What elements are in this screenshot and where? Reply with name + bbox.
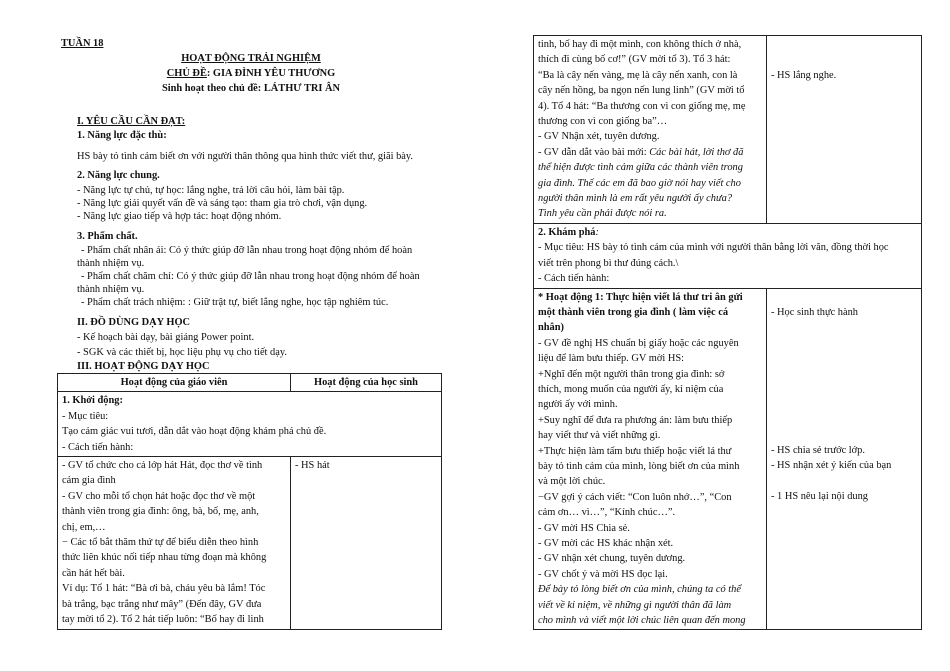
student-activity-cell xyxy=(767,288,922,630)
explore-line: - Cách tiến hành: xyxy=(538,273,610,285)
section-1-3-item: thành nhiệm vụ. xyxy=(77,258,145,269)
teacher-line: bày tỏ tình cảm của mình, lòng biết ơn của mình xyxy=(538,460,740,472)
student-line: - HS nhận xét ý kiến của bạn xyxy=(771,460,892,472)
teacher-line: tay mời tổ 2). Tổ 2 hát tiếp luôn: “Bố hay đi linh xyxy=(62,614,264,626)
activity-heading: HOẠT ĐỘNG TRẢI NGHIỆM xyxy=(181,53,321,64)
teacher-line: thương con vì con giống ba”… xyxy=(538,116,668,128)
topic-label: CHỦ ĐỀ xyxy=(166,68,207,79)
teacher-line: - GV mời các HS khác nhận xét. xyxy=(538,538,674,549)
student-line: - HS hát xyxy=(295,460,330,472)
section-2-item: - Kế hoạch bài dạy, bài giảng Power point. xyxy=(77,332,255,343)
teacher-line: và một lời chúc. xyxy=(538,476,606,488)
topic-value: : GIA ĐÌNH YÊU THƯƠNG xyxy=(206,68,336,79)
teacher-activity-cell xyxy=(534,288,767,630)
teacher-column-header: Hoạt động của giáo viên xyxy=(58,374,291,392)
section-1-3-item: thành nhiệm vụ. xyxy=(77,284,145,295)
table-row xyxy=(534,36,922,224)
lead-in-label: - GV dẫn dắt vào bài mới: xyxy=(538,146,650,158)
table-row xyxy=(534,288,922,630)
teacher-line: thành viên trong gia đình: ông, bà, bố, mẹ, anh, xyxy=(62,506,259,518)
lead-in-line xyxy=(538,145,762,160)
teacher-activity-cell xyxy=(58,457,291,629)
student-activity-cell xyxy=(291,457,442,629)
explore-title-line xyxy=(538,225,917,240)
teacher-line: - GV chốt ý và mời HS đọc lại. xyxy=(538,568,668,580)
lead-in-text: thể hiện được tình cảm giữa các thành viên trong xyxy=(538,162,743,174)
table-header-row xyxy=(58,374,442,392)
activity-table-left xyxy=(57,373,442,630)
section-2-item: - SGK và các thiết bị, học liệu phụ vụ cho tiết dạy. xyxy=(77,347,287,358)
subtitle: Sinh hoạt theo chủ đề: LÁTHƯ TRI ÂN xyxy=(161,83,341,94)
section-1-1-heading: 1. Năng lực đặc thù: xyxy=(77,130,167,141)
warmup-line: - Mục tiêu: xyxy=(62,410,109,422)
section-1-3-heading: 3. Phẩm chất. xyxy=(77,231,138,242)
summary-text: Để bày tỏ lòng biết ơn của mình, chúng ta có thể xyxy=(538,584,741,596)
warmup-cell xyxy=(58,392,442,457)
teacher-line: thức liên khúc nối tiếp nhau từng đoạn mà không xyxy=(62,552,267,564)
activity-1-title: nhân) xyxy=(538,322,564,334)
student-line: - 1 HS nêu lại nội dung xyxy=(771,490,868,502)
summary-text: viết về kỉ niệm, về những gì người thân đã làm xyxy=(538,599,732,611)
teacher-line: − Các tổ bắt thăm thứ tự để biểu diễn theo hình xyxy=(62,537,259,549)
table-row xyxy=(58,457,442,629)
section-1-3-item: - Phẩm chất nhân ái: Có ý thức giúp đỡ lẫn nhau trong hoạt động nhóm để hoàn xyxy=(81,245,413,256)
teacher-line: cần hát hết bài. xyxy=(62,567,125,579)
section-1-2-item: - Năng lực giải quyết vấn đề và sáng tạo: tham gia trò chơi, vận dụng. xyxy=(77,198,368,209)
teacher-line: bà trắng, bạc trắng như mây” (Đến đây, GV đưa xyxy=(62,598,262,610)
explore-cell xyxy=(534,223,922,288)
warmup-line: Tạo cảm giác vui tươi, dẫn dắt vào hoạt động khám phá chủ đề. xyxy=(62,426,327,438)
activity-1-title: một thành viên trong gia đình ( làm việc cá xyxy=(538,306,729,318)
explore-line: viết trên phong bì thư đúng cách.\ xyxy=(538,257,679,269)
teacher-line: tinh, bố hay đi một mình, con không thích ở nhà, xyxy=(538,39,742,50)
teacher-line: −GV gợi ý cách viết: “Con luôn nhớ…”, “Con xyxy=(538,491,732,503)
table-row xyxy=(534,223,922,288)
teacher-line: chị, em,… xyxy=(62,521,106,533)
topic-line xyxy=(57,67,445,80)
teacher-line: - GV đề nghị HS chuẩn bị giấy hoặc các nguyên xyxy=(538,337,739,349)
teacher-line: - GV mời HS Chia sẻ. xyxy=(538,522,630,534)
teacher-line: hay viết thư và viết những gì. xyxy=(538,430,661,442)
section-1-3-item: - Phẩm chất trách nhiệm: : Giữ trật tự, biết lắng nghe, học tập nghiêm túc. xyxy=(81,297,389,308)
student-activity-cell xyxy=(767,36,922,224)
teacher-activity-cell xyxy=(534,36,767,224)
lead-in-text: người thân mình là em rất yêu người ấy chưa? xyxy=(538,193,733,205)
teacher-line: người ấy với mình. xyxy=(538,399,618,411)
section-3-heading: III. HOẠT ĐỘNG DẠY HỌC xyxy=(77,361,210,372)
lead-in-text: Các bài hát, lời thơ đã xyxy=(649,146,744,158)
table-row xyxy=(58,392,442,457)
teacher-line: “Ba là cây nến vàng, mẹ là cây nến xanh, con là xyxy=(538,69,738,81)
lead-in-text: Tình yêu cần phải được nói ra. xyxy=(538,208,667,220)
teacher-line: +Nghĩ đến một người thân trong gia đình: sở xyxy=(538,368,725,380)
section-1-2-item: - Năng lực tự chủ, tự học: lắng nghe, trả lời câu hỏi, làm bài tập. xyxy=(77,185,345,196)
activity-1-title: * Hoạt động 1: Thực hiện viết lá thư tri ân gửi xyxy=(538,291,743,303)
summary-text: cho mình và viết một lời chúc liên quan đến mong xyxy=(538,615,746,627)
explore-line: - Mục tiêu: HS bày tỏ tình cảm của mình với người thân bằng lời văn, đồng thời học xyxy=(538,242,889,254)
warmup-title: 1. Khởi động: xyxy=(62,395,123,407)
teacher-line: thích, mong muốn của người ấy, kỉ niệm của xyxy=(538,383,724,395)
section-1-2-heading: 2. Năng lực chung. xyxy=(77,170,160,181)
teacher-line: liệu để làm bưu thiếp. GV mời HS: xyxy=(538,353,685,365)
section-1-heading: I. YÊU CẦU CẦN ĐẠT: xyxy=(77,116,186,127)
teacher-line: +Thực hiện làm tấm bưu thiếp hoặc viết lá thư xyxy=(538,445,732,457)
teacher-line: thích đi cùng bố cơ!” (GV mời tổ 3). Tổ 3 hát: xyxy=(538,54,731,66)
warmup-line: - Cách tiến hành: xyxy=(62,441,134,453)
activity-table-right xyxy=(533,35,922,630)
teacher-line: +Suy nghĩ để đưa ra phương án: làm bưu thiếp xyxy=(538,414,733,426)
teacher-line: - GV nhận xét chung, tuyên dương. xyxy=(538,553,686,565)
student-line: - HS chia sẻ trước lớp. xyxy=(771,444,865,456)
student-column-header: Hoạt động của học sinh xyxy=(291,374,442,392)
explore-colon: : xyxy=(595,226,599,238)
teacher-line: cảm gia đình xyxy=(62,475,116,487)
teacher-line: - GV cho mỗi tổ chọn hát hoặc đọc thơ về một xyxy=(62,490,256,502)
explore-title: 2. Khám phá xyxy=(538,226,596,238)
section-1-2-item: - Năng lực giao tiếp và hợp tác: hoạt động nhóm. xyxy=(77,211,282,222)
teacher-line: cây nến hồng, ba ngọn nến lung linh” (GV mời tổ xyxy=(538,85,745,97)
section-1-3-item: - Phẩm chất chăm chỉ: Có ý thức giúp đỡ lẫn nhau trong hoạt động nhóm để hoàn xyxy=(81,271,420,282)
section-2-heading: II. ĐỒ DÙNG DẠY HỌC xyxy=(77,317,191,328)
teacher-line: - GV tổ chức cho cả lớp hát Hát, đọc thơ về tình xyxy=(62,460,263,472)
student-line: - Học sinh thực hành xyxy=(771,306,859,318)
teacher-line: - GV Nhận xét, tuyên dương. xyxy=(538,131,660,143)
teacher-line: cảm ơn… vì…”, “Kính chúc…”. xyxy=(538,507,676,519)
week-label: TUẦN 18 xyxy=(61,38,104,49)
section-1-1-text: HS bày tỏ tình cảm biết ơn với người thân thông qua hình thức viết thư, giãi bày. xyxy=(77,151,414,162)
student-line: - HS lắng nghe. xyxy=(771,70,837,81)
teacher-line: Ví dụ: Tổ 1 hát: “Bà ơi bà, cháu yêu bà lắm! Tóc xyxy=(62,583,266,595)
lead-in-text: gia đình. Thế các em đã bao giờ nói hay viết cho xyxy=(538,177,741,189)
teacher-line: 4). Tổ 4 hát: “Ba thương con vì con giống mẹ, mẹ xyxy=(538,100,746,112)
